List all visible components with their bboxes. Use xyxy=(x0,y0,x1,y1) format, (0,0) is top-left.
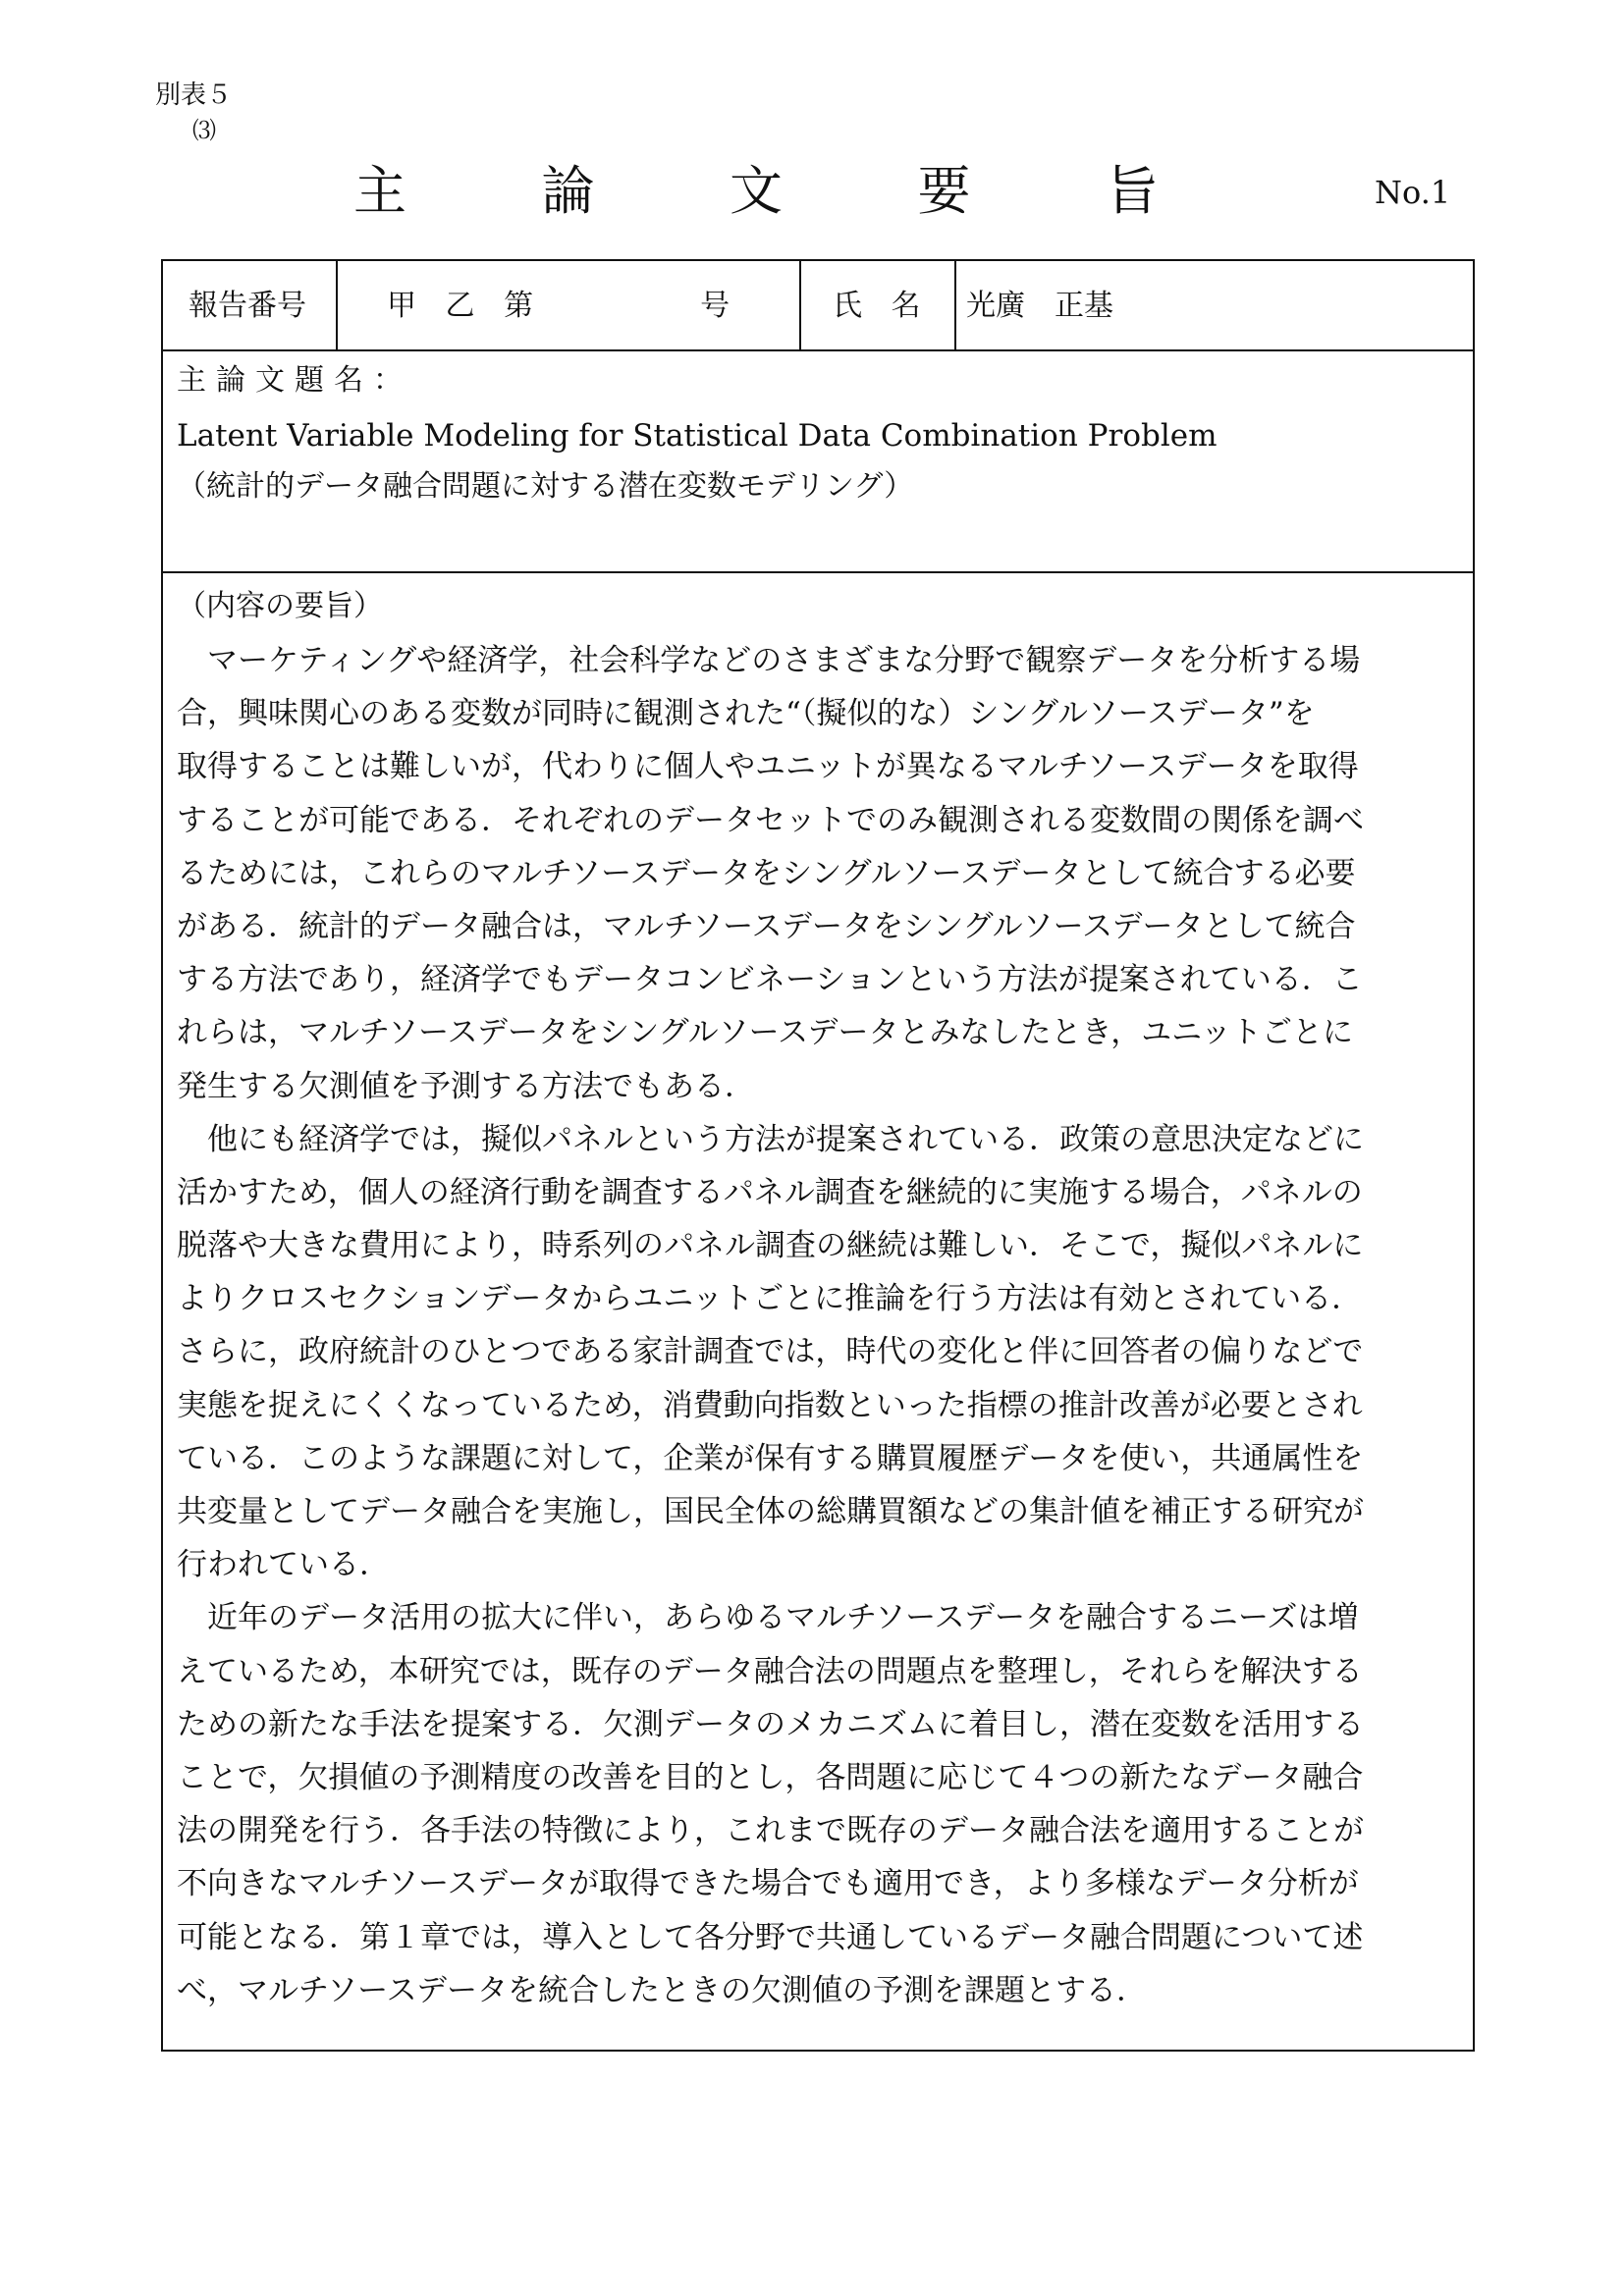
title-char: 旨 xyxy=(1106,160,1159,222)
summary-line: 法の開発を行う．各手法の特徴により，これまで既存のデータ融合法を適用することが xyxy=(177,1813,1364,1849)
summary-line: 共変量としてデータ融合を実施し，国民全体の総購買額などの集計値を補正する研究が xyxy=(177,1494,1364,1529)
title-char: 文 xyxy=(730,160,783,222)
summary-line: がある．統計的データ融合は，マルチソースデータをシングルソースデータとして統合 xyxy=(177,908,1356,944)
row-divider xyxy=(163,571,1473,573)
summary-line: 脱落や大きな費用により，時系列のパネル調査の継続は難しい．そこで，擬似パネルに xyxy=(177,1228,1364,1264)
form-sub-number-label: ⑶ xyxy=(192,117,216,144)
summary-line: ている．このような課題に対して，企業が保有する購買履歴データを使い，共通属性を xyxy=(177,1440,1364,1476)
column-divider xyxy=(954,261,956,349)
document-title xyxy=(353,157,1159,226)
summary-line: 不向きなマルチソースデータが取得できた場合でも適用でき，より多様なデータ分析が xyxy=(177,1866,1359,1902)
title-char: 要 xyxy=(917,160,971,222)
summary-line: さらに，政府統計のひとつである家計調査では，時代の変化と伴に回答者の偏りなどで xyxy=(177,1334,1364,1370)
summary-line: 取得することは難しいが，代わりに個人やユニットが異なるマルチソースデータを取得 xyxy=(177,749,1359,785)
thesis-title-japanese: （統計的データ融合問題に対する潜在変数モデリング） xyxy=(177,469,914,504)
summary-line: 活かすため，個人の経済行動を調査するパネル調査を継続的に実施する場合，パネルの xyxy=(177,1174,1363,1210)
author-name: 光廣 正基 xyxy=(966,289,1113,323)
thesis-title-label: 主論文題名： xyxy=(177,363,412,398)
summary-line: るためには，これらのマルチソースデータをシングルソースデータとして統合する必要 xyxy=(177,855,1356,891)
summary-line: 実態を捉えにくくなっているため，消費動向指数といった指標の推計改善が必要とされ xyxy=(177,1387,1363,1423)
thesis-title-english: Latent Variable Modeling for Statistical Data Combination Problem xyxy=(177,418,1218,454)
summary-line: 発生する欠測値を予測する方法でもある． xyxy=(177,1068,755,1104)
title-char: 主 xyxy=(353,160,406,222)
column-divider xyxy=(799,261,801,349)
summary-form xyxy=(161,259,1475,2052)
summary-line: 行われている． xyxy=(177,1547,390,1583)
summary-line: マーケティングや経済学，社会科学などのさまざまな分野で観察データを分析する場 xyxy=(177,643,1361,678)
summary-body xyxy=(177,634,1463,2017)
summary-line: れらは，マルチソースデータをシングルソースデータとみなしたとき，ユニットごとに xyxy=(177,1015,1353,1051)
summary-line: 合，興味関心のある変数が同時に観測された“（擬似的な）シングルソースデータ”を xyxy=(177,696,1315,732)
summary-line: べ，マルチソースデータを統合したときの欠測値の予測を課題とする． xyxy=(177,1972,1147,2008)
summary-line: ための新たな手法を提案する．欠測データのメカニズムに着目し，潜在変数を活用する xyxy=(177,1706,1364,1742)
page-number: No.1 xyxy=(1375,174,1451,211)
summary-line: よりクロスセクションデータからユニットごとに推論を行う方法は有効とされている． xyxy=(177,1281,1363,1317)
summary-line: 可能となる．第１章では，導入として各分野で共通しているデータ融合問題について述 xyxy=(177,1919,1364,1955)
summary-line: 他にも経済学では，擬似パネルという方法が提案されている．政策の意思決定などに xyxy=(177,1121,1364,1157)
summary-line: することが可能である．それぞれのデータセットでのみ観測される変数間の関係を調べ xyxy=(177,802,1364,838)
summary-heading: （内容の要旨） xyxy=(177,589,383,623)
report-number-label: 報告番号 xyxy=(189,289,306,323)
summary-line: 近年のデータ活用の拡大に伴い，あらゆるマルチソースデータを融合するニーズは増 xyxy=(177,1600,1359,1636)
title-char: 論 xyxy=(541,160,595,222)
row-divider xyxy=(163,349,1473,351)
summary-line: する方法であり，経済学でもデータコンビネーションという方法が提案されている．こ xyxy=(177,962,1363,998)
summary-line: えているため，本研究では，既存のデータ融合法の問題点を整理し，それらを解決する xyxy=(177,1653,1363,1689)
column-divider xyxy=(336,261,338,349)
name-label: 氏 名 xyxy=(833,289,931,323)
summary-line: ことで，欠損値の予測精度の改善を目的とし，各問題に応じて４つの新たなデータ融合 xyxy=(177,1759,1364,1795)
report-number-value: 甲 乙 第 号 xyxy=(387,289,740,323)
form-number-label: 別表５ xyxy=(155,80,233,110)
